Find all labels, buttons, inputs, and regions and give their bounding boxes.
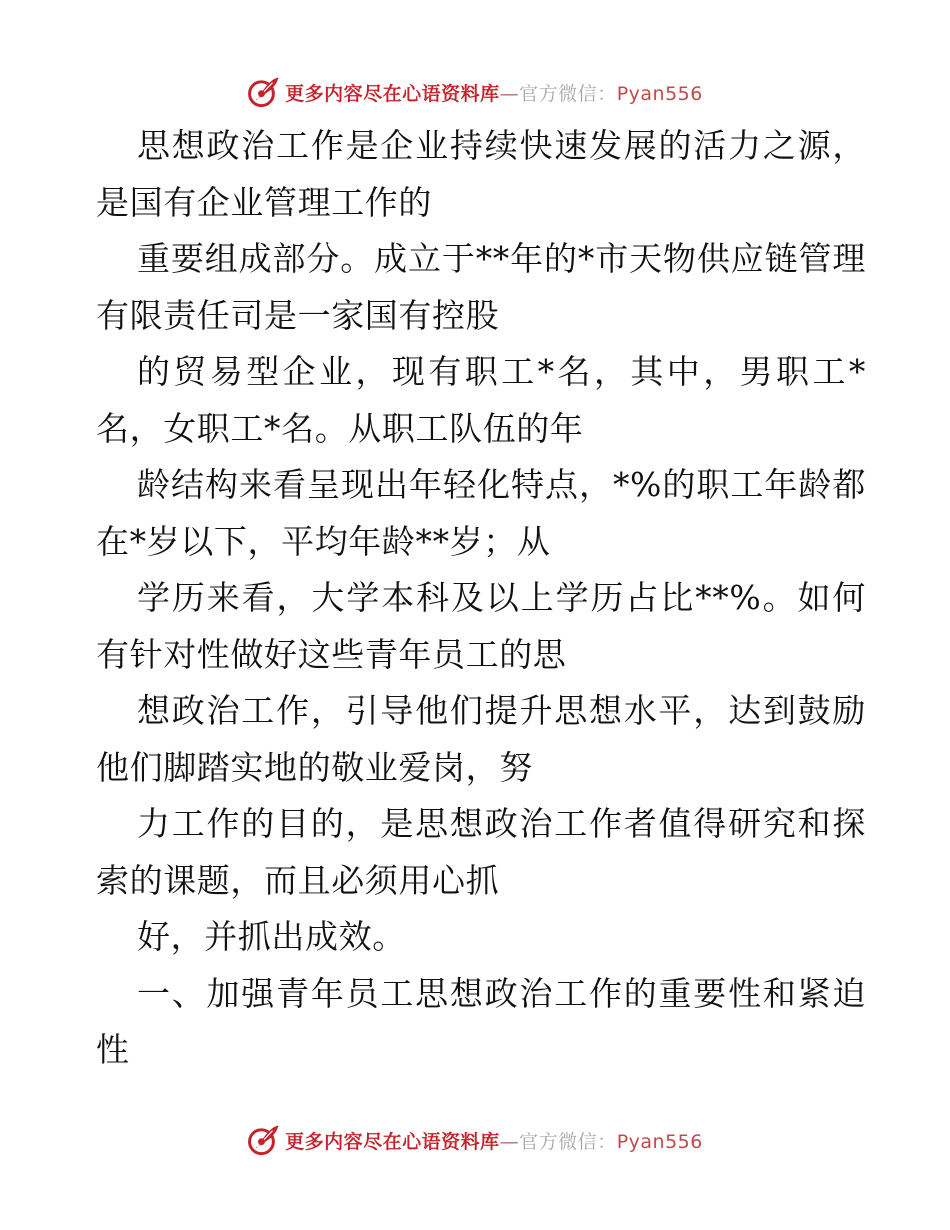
section-heading: 一、加强青年员工思想政治工作的重要性和紧迫性	[96, 973, 866, 1069]
header-banner	[0, 72, 950, 112]
paragraph: 龄结构来看呈现出年轻化特点，*%的职工年龄都在*岁以下，平均年龄**岁；从	[96, 465, 866, 561]
feather-pen-circle-icon	[247, 75, 281, 109]
paragraph: 想政治工作，引导他们提升思想水平，达到鼓励他们脚踏实地的敬业爱岗，努	[96, 691, 866, 787]
site-name: 更多内容尽在心语资料库	[285, 1130, 500, 1153]
paragraph: 的贸易型企业，现有职工*名，其中，男职工*名，女职工*名。从职工队伍的年	[96, 352, 866, 448]
footer-banner	[0, 1120, 950, 1160]
document-body	[96, 118, 866, 1079]
paragraph: 重要组成部分。成立于**年的*市天物供应链管理有限责任司是一家国有控股	[96, 239, 866, 335]
feather-pen-circle-icon	[247, 1123, 281, 1157]
site-name: 更多内容尽在心语资料库	[285, 82, 500, 105]
separator: —	[499, 82, 520, 105]
banner-text	[285, 79, 703, 106]
separator: —	[499, 1130, 520, 1153]
paragraph: 思想政治工作是企业持续快速发展的活力之源，是国有企业管理工作的	[96, 126, 866, 222]
official-label: 官方微信：	[519, 82, 617, 105]
paragraph: 好，并抓出成效。	[137, 917, 406, 956]
paragraph: 学历来看，大学本科及以上学历占比**%。如何有针对性做好这些青年员工的思	[96, 578, 866, 674]
paragraph: 力工作的目的，是思想政治工作者值得研究和探索的课题，而且必须用心抓	[96, 804, 866, 900]
banner-text	[285, 1127, 703, 1154]
wechat-id: Pyan556	[616, 82, 703, 105]
official-label: 官方微信：	[519, 1130, 617, 1153]
wechat-id: Pyan556	[616, 1130, 703, 1153]
